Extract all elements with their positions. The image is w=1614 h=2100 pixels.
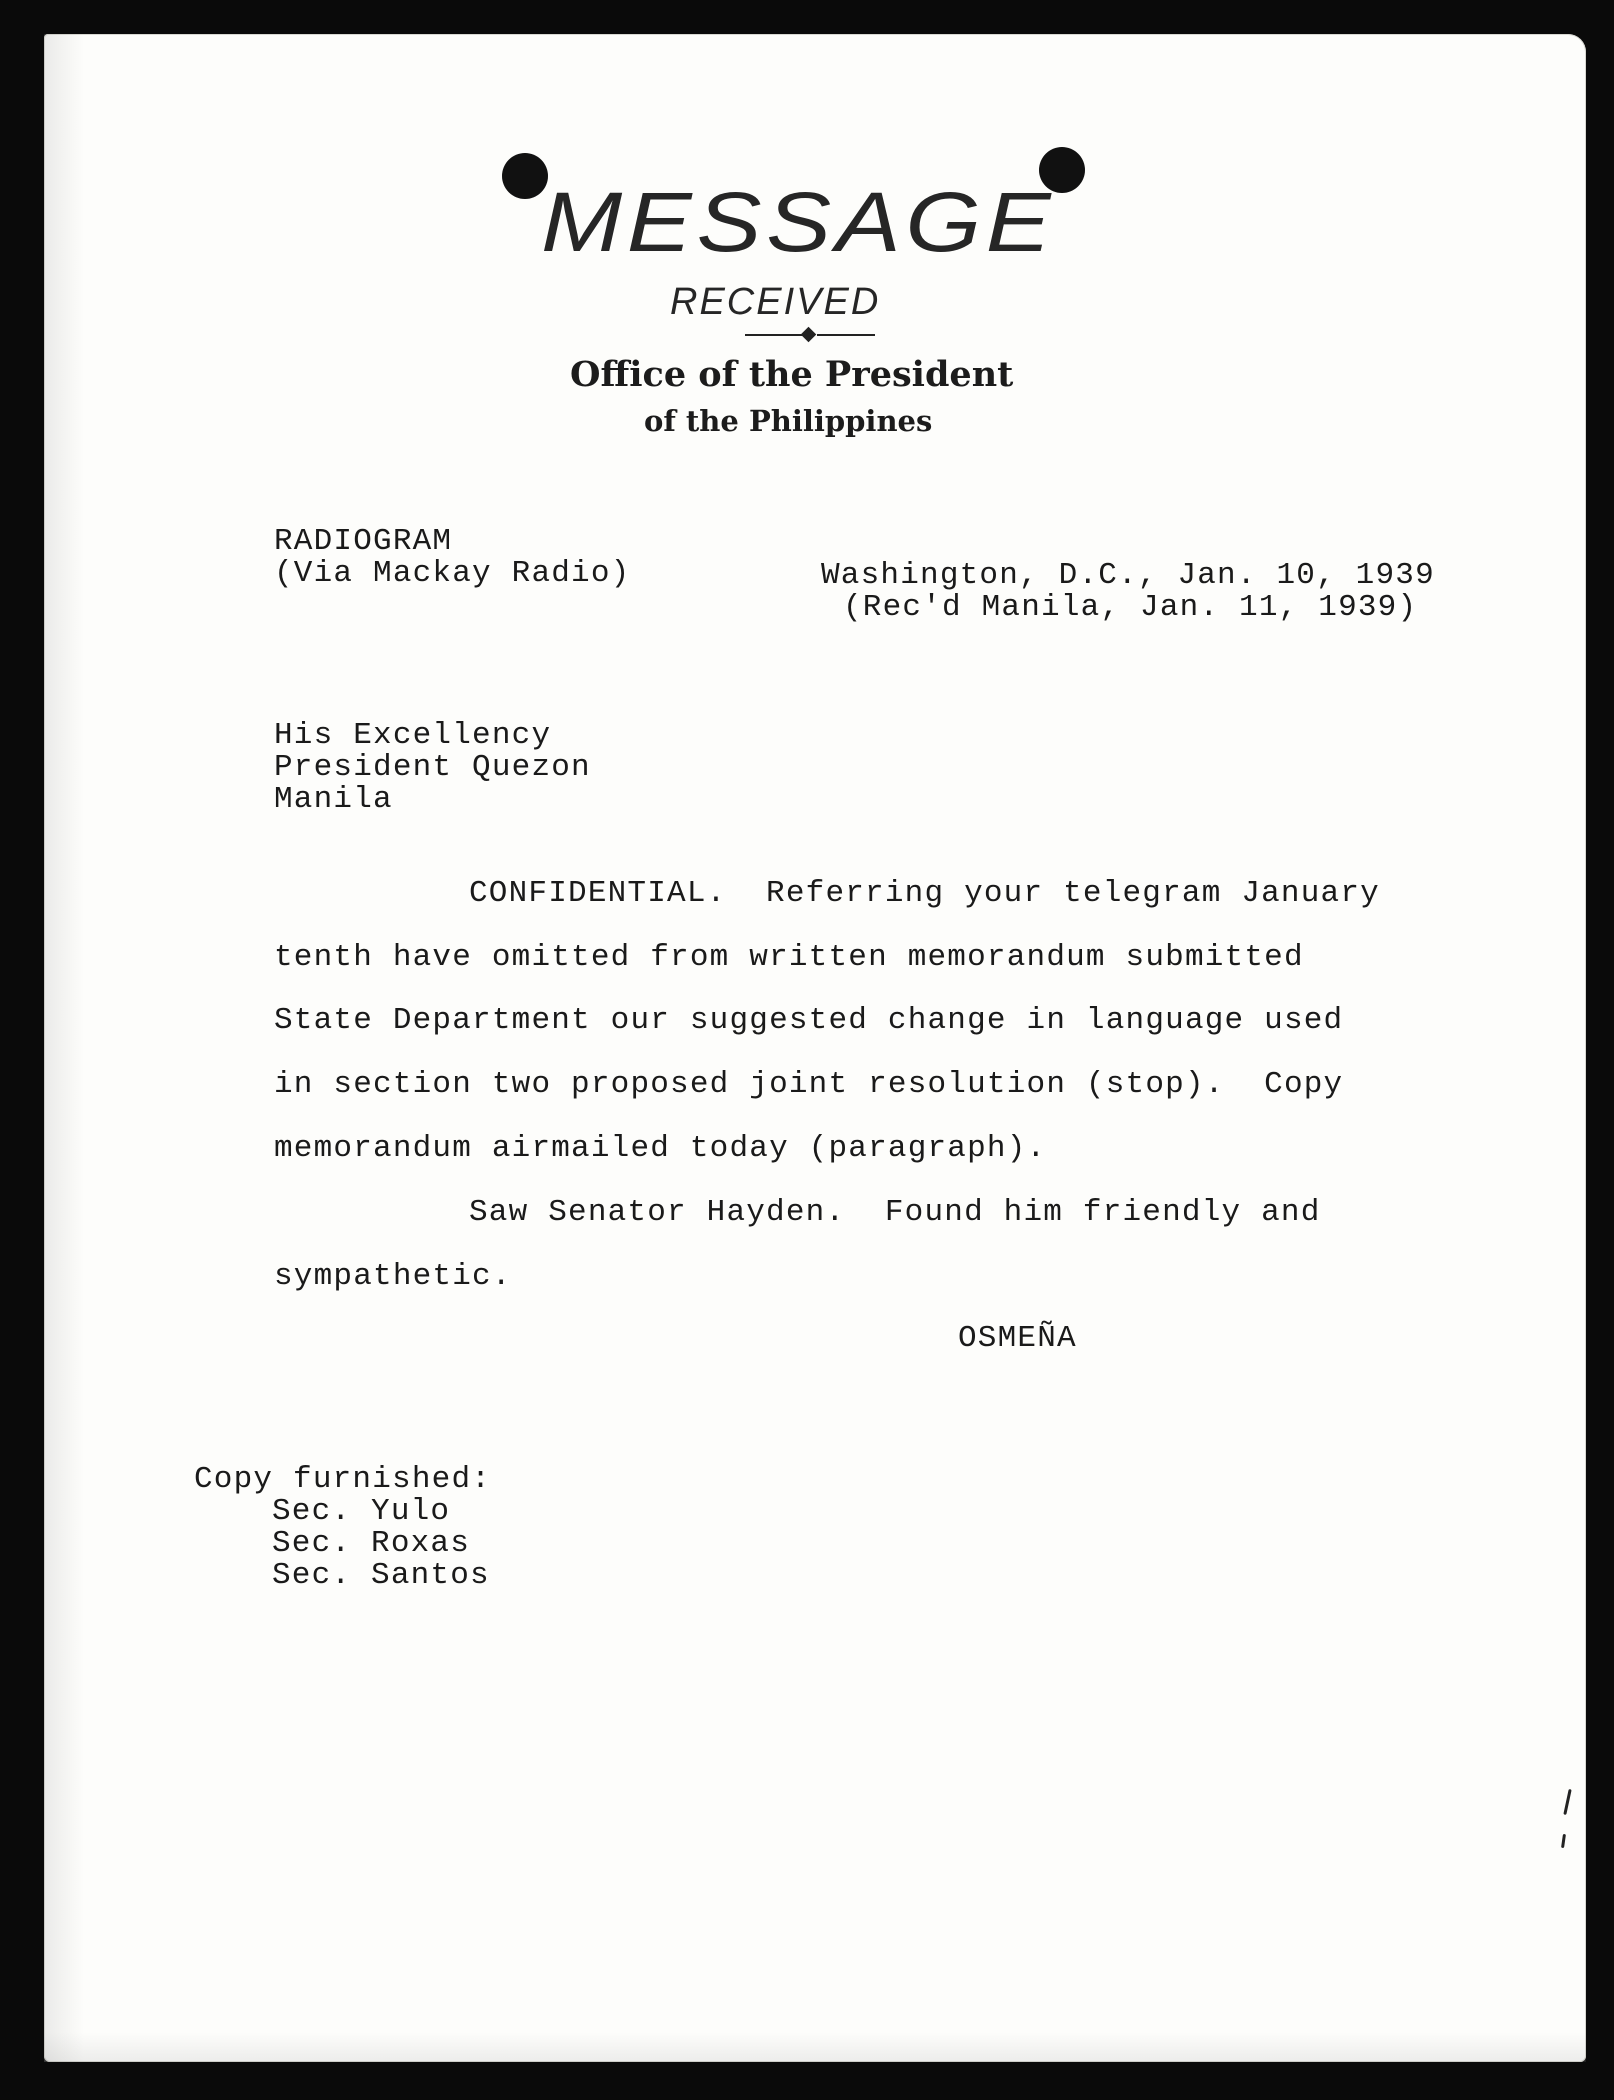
copy-recipient: Sec. Roxas	[272, 1526, 471, 1561]
signature: OSMEÑA	[958, 1321, 1077, 1356]
message-type: RADIOGRAM	[274, 524, 453, 559]
margin-mark-icon	[1561, 1834, 1566, 1848]
body-line: Saw Senator Hayden. Found him friendly and	[469, 1195, 1321, 1230]
letterhead-subtitle: RECEIVED	[670, 281, 881, 323]
copy-furnished-label: Copy furnished:	[194, 1462, 492, 1497]
letterhead-title: MESSAGE	[541, 175, 1056, 269]
copy-recipient: Sec. Santos	[272, 1558, 490, 1593]
body-line: CONFIDENTIAL. Referring your telegram January	[469, 876, 1380, 911]
addressee-line: President Quezon	[274, 750, 591, 785]
margin-mark-icon	[1563, 1789, 1571, 1815]
paper-edge-shading	[44, 34, 84, 2062]
body-line: State Department our suggested change in language used	[274, 1003, 1344, 1038]
sent-dateline: Washington, D.C., Jan. 10, 1939	[821, 558, 1435, 593]
body-line: sympathetic.	[274, 1259, 512, 1294]
addressee-line: Manila	[274, 782, 393, 817]
body-line: memorandum airmailed today (paragraph).	[274, 1131, 1047, 1166]
ornament-divider-icon	[745, 327, 875, 343]
body-line: in section two proposed joint resolution (stop). Copy	[274, 1067, 1344, 1102]
received-dateline: (Rec'd Manila, Jan. 11, 1939)	[843, 590, 1418, 625]
document-page	[44, 34, 1586, 2062]
body-line: tenth have omitted from written memorandum submitted	[274, 940, 1304, 975]
transmission-route: (Via Mackay Radio)	[274, 556, 631, 591]
letterhead-country: of the Philippines	[644, 404, 933, 438]
letterhead-office: Office of the President	[570, 354, 1014, 395]
paper-edge-shading	[44, 2032, 1586, 2062]
addressee-line: His Excellency	[274, 718, 552, 753]
copy-recipient: Sec. Yulo	[272, 1494, 451, 1529]
